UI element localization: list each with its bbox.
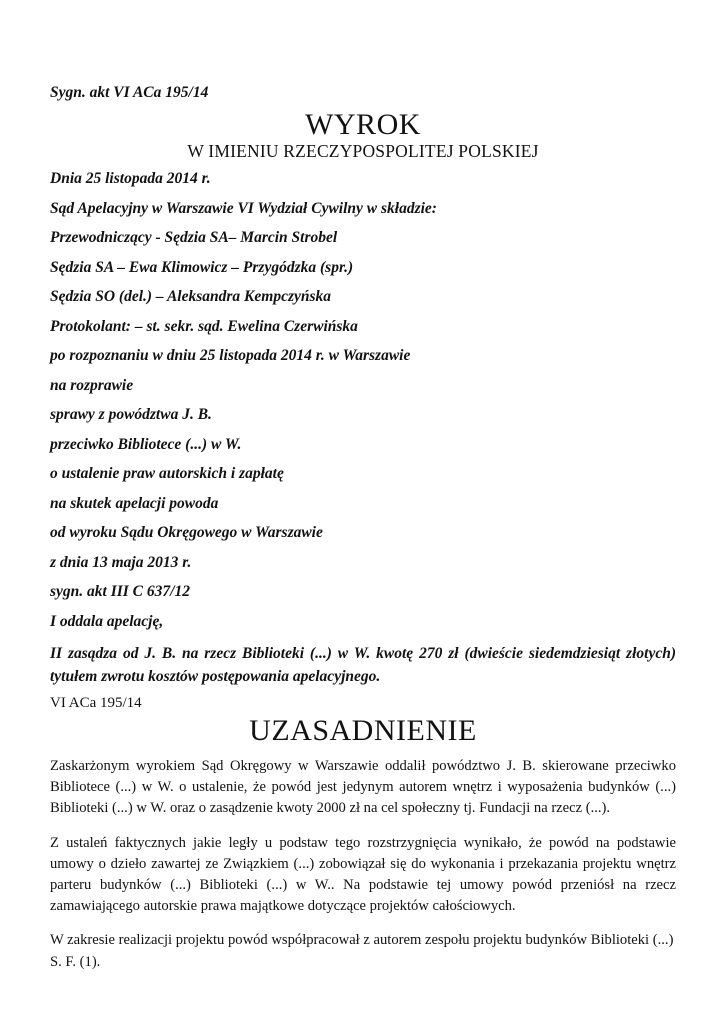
- pleading-line-judge-2: Sędzia SA – Ewa Klimowicz – Przygódzka (spr.): [50, 258, 354, 276]
- pleading-line-hearing-type: na rozprawie: [50, 376, 134, 394]
- pleading-line-judgment-date: z dnia 13 maja 2013 r.: [50, 553, 192, 571]
- ruling-point-1: I oddala apelację,: [50, 612, 164, 630]
- pleading-line-date: Dnia 25 listopada 2014 r.: [50, 170, 211, 187]
- justification-paragraph-3: W zakresie realizacji projektu powód współpracował z autorem zespołu projektu budynków Biblioteki (...) S. F. (1).: [50, 932, 674, 970]
- document-subtitle: W IMIENIU RZECZYPOSPOLITEJ POLSKIEJ: [187, 141, 539, 161]
- document-title: WYROK: [305, 108, 421, 141]
- pleading-line-defendant: przeciwko Bibliotece (...) w W.: [50, 435, 242, 453]
- pleading-line-claim-subject: o ustalenie praw autorskich i zapłatę: [50, 465, 284, 482]
- pleading-line-clerk: Protokolant: – st. sekr. sąd. Ewelina Czerwińska: [50, 317, 358, 335]
- justification-paragraph-1: Zaskarżonym wyrokiem Sąd Okręgowy w Warszawie oddalił powództwo J. B. skierowane przeciwko Bibliotece (...) w W. o ustalenie, że powód jest jedynym autorem wnętrz i wyposażenia budynków (...) Biblioteki (...) w W. oraz o zasądzenie kwoty 2000 zł na cel społeczny tj. Fundacji na rzecz (...).: [50, 758, 676, 817]
- pleading-line-hearing-date: po rozpoznaniu w dniu 25 listopada 2014 r. w Warszawie: [50, 347, 411, 364]
- case-number-top: Sygn. akt VI ACa 195/14: [50, 84, 209, 101]
- ruling-point-2: II zasądza od J. B. na rzecz Biblioteki (...) w W. kwotę 270 zł (dwieście siedemdziesiąt złotych) tytułem zwrotu kosztów postępowania apelacyjnego.: [50, 645, 676, 685]
- pleading-line-plaintiff: sprawy z powództwa J. B.: [50, 406, 212, 423]
- pleading-line-presiding-judge: Przewodniczący - Sędzia SA– Marcin Strobel: [50, 229, 338, 246]
- pleading-line-appeal-source: na skutek apelacji powoda: [50, 494, 219, 512]
- section-title-uzasadnienie: UZASADNIENIE: [249, 714, 477, 747]
- case-number-repeat: VI ACa 195/14: [50, 695, 142, 711]
- pleading-line-court: Sąd Apelacyjny w Warszawie VI Wydział Cywilny w składzie:: [50, 199, 437, 217]
- pleading-line-appealed-judgment: od wyroku Sądu Okręgowego w Warszawie: [50, 524, 323, 541]
- pleading-line-lower-case-number: sygn. akt III C 637/12: [50, 583, 190, 600]
- pleading-line-judge-3: Sędzia SO (del.) – Aleksandra Kempczyńska: [50, 288, 332, 305]
- justification-paragraph-2: Z ustaleń faktycznych jakie legły u podstaw tego rozstrzygnięcia wynikało, że powód na podstawie umowy o dzieło zawartej ze Związkiem (...) zobowiązał się do wykonania i przekazania projektu wnętrz parteru budynków (...) Biblioteki (...) w W.. Na podstawie tej umowy powód przeniósł na rzecz zamawiającego autorskie prawa majątkowe dotyczące projektów całościowych.: [50, 834, 676, 915]
